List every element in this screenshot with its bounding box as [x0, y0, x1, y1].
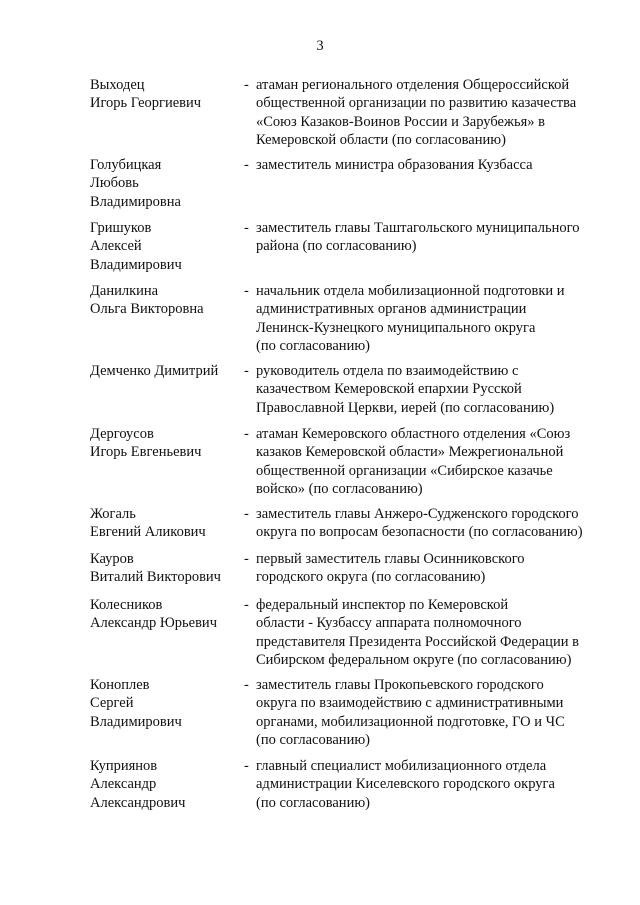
dash-separator: - — [244, 363, 249, 379]
dash-separator: - — [244, 758, 249, 774]
name-line: Игорь Георгиевич — [90, 95, 202, 112]
desc-line: городского округа (по согласованию) — [256, 569, 486, 586]
name-line: Куприянов — [90, 758, 158, 774]
desc-line: федеральный инспектор по Кемеровской — [256, 597, 509, 613]
person-name — [90, 362, 240, 380]
person-name — [90, 676, 240, 731]
name-line: Демченко Димитрий — [90, 363, 219, 379]
name-line: Евгений Аликович — [90, 524, 206, 541]
name-line: Владимирович — [90, 713, 182, 730]
desc-line: заместитель главы Прокопьевского городского — [256, 677, 544, 693]
position-description — [256, 282, 596, 356]
desc-line: общественной организации «Сибирское казачье — [256, 462, 553, 479]
name-line: Голубицкая — [90, 157, 162, 173]
desc-line: администрации Киселевского городского округа — [256, 776, 555, 793]
name-line: Коноплев — [90, 677, 150, 693]
desc-line: войско» (по согласованию) — [256, 481, 423, 498]
desc-line: Ленинск-Кузнецкого муниципального округа — [256, 319, 536, 336]
person-name — [90, 282, 240, 319]
desc-line: начальник отдела мобилизационной подготовки и — [256, 283, 565, 299]
desc-line: округа по вопросам безопасности (по согласованию) — [256, 524, 583, 541]
desc-line: атаман Кемеровского областного отделения «Союз — [256, 426, 571, 442]
page-number: 3 — [316, 38, 324, 54]
desc-line: общественной организации по развитию казачества — [256, 95, 577, 112]
name-line: Алексей — [90, 238, 142, 255]
name-line: Владимирович — [90, 256, 182, 273]
position-description — [256, 550, 596, 587]
name-line: Игорь Евгеньевич — [90, 444, 202, 461]
person-name — [90, 219, 240, 274]
name-line: Александр — [90, 776, 157, 793]
person-name — [90, 505, 240, 542]
name-line: Колесников — [90, 597, 163, 613]
person-name — [90, 76, 240, 113]
dash-separator: - — [244, 506, 249, 522]
name-line: Владимировна — [90, 193, 181, 210]
name-line: Ольга Викторовна — [90, 301, 204, 318]
dash-separator: - — [244, 597, 249, 613]
name-line: Дергоусов — [90, 426, 154, 442]
desc-line: заместитель главы Таштагольского муниципального — [256, 220, 580, 236]
desc-line: (по согласованию) — [256, 338, 370, 355]
desc-line: главный специалист мобилизационного отдела — [256, 758, 547, 774]
person-name — [90, 550, 240, 587]
position-description — [256, 676, 596, 750]
desc-line: органами, мобилизационной подготовке, ГО и ЧС — [256, 713, 565, 730]
desc-line: заместитель главы Анжеро-Судженского городского — [256, 506, 579, 522]
dash-separator: - — [244, 426, 249, 442]
desc-line: округа по взаимодействию с административными — [256, 695, 564, 712]
dash-separator: - — [244, 283, 249, 299]
desc-line: района (по согласованию) — [256, 238, 417, 255]
dash-separator: - — [244, 220, 249, 236]
position-description — [256, 596, 596, 670]
name-line: Гришуков — [90, 220, 152, 236]
name-line: Данилкина — [90, 283, 159, 299]
person-name — [90, 156, 240, 211]
desc-line: представителя Президента Российской Федерации в — [256, 633, 579, 650]
position-description — [256, 425, 596, 499]
desc-line: казачеством Кемеровской епархии Русской — [256, 381, 522, 398]
desc-line: заместитель министра образования Кузбасса — [256, 157, 533, 173]
position-description — [256, 219, 596, 256]
desc-line: руководитель отдела по взаимодействию с — [256, 363, 519, 379]
desc-line: Кемеровской области (по согласованию) — [256, 132, 506, 149]
name-line: Виталий Викторович — [90, 569, 221, 586]
desc-line: атаман регионального отделения Общероссийской — [256, 77, 570, 93]
position-description — [256, 505, 596, 542]
desc-line: первый заместитель главы Осинниковского — [256, 551, 525, 567]
position-description — [256, 362, 596, 417]
desc-line: (по согласованию) — [256, 794, 370, 811]
desc-line: казаков Кемеровской области» Межрегиональной — [256, 444, 564, 461]
position-description — [256, 76, 596, 150]
position-description — [256, 156, 596, 174]
name-line: Александрович — [90, 794, 186, 811]
name-line: Сергей — [90, 695, 134, 712]
person-name — [90, 596, 240, 633]
desc-line: административных органов администрации — [256, 301, 527, 318]
name-line: Кауров — [90, 551, 134, 567]
dash-separator: - — [244, 551, 249, 567]
name-line: Выходец — [90, 77, 145, 93]
desc-line: «Союз Казаков-Воинов России и Зарубежья» в — [256, 113, 546, 130]
desc-line: (по согласованию) — [256, 732, 370, 749]
name-line: Жогаль — [90, 506, 136, 522]
desc-line: области - Кузбассу аппарата полномочного — [256, 615, 522, 632]
position-description — [256, 757, 596, 812]
dash-separator: - — [244, 677, 249, 693]
desc-line: Сибирском федеральном округе (по согласованию) — [256, 652, 572, 669]
name-line: Александр Юрьевич — [90, 615, 217, 632]
name-line: Любовь — [90, 175, 139, 192]
dash-separator: - — [244, 77, 249, 93]
dash-separator: - — [244, 157, 249, 173]
person-name — [90, 425, 240, 462]
desc-line: Православной Церкви, иерей (по согласованию) — [256, 399, 555, 416]
person-name — [90, 757, 240, 812]
